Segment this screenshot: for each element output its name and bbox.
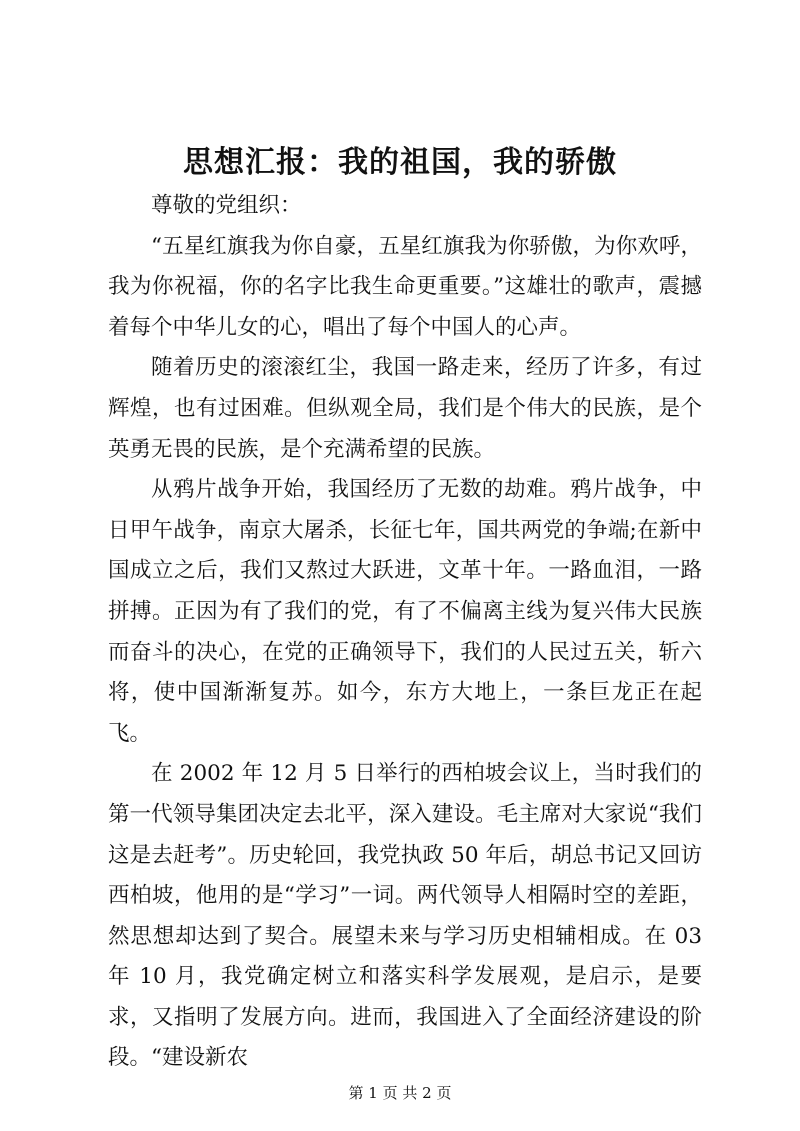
paragraph: 从鸦片战争开始，我国经历了无数的劫难。鸦片战争，中日甲午战争，南京大屠杀，长征七年，国共两党的争端;在新中国成立之后，我们又熬过大跃进，文革十年。一路血泪，一路拼搏。正因为有了我们的党，有了不偏离主线为复兴伟大民族而奋斗的决心，在党的正确领导下，我们的人民过五关，斩六将，使中国渐渐复苏。如今，东方大地上，一条巨龙正在起飞。 — [108, 477, 702, 746]
paragraph: 在 2002 年 12 月 5 日举行的西柏坡会议上，当时我们的第一代领导集团决定去北平，深入建设。毛主席对大家说“我们这是去赶考”。历史轮回，我党执政 50 年后，胡总书记又回访西柏坡，他用的是“学习”一词。两代领导人相隔时空的差距，然思想却达到了契合。展望未来与学习历史相辅相成。在 03 年 10 月，我党确定树立和落实科学发展观，是启示，是要求，又指明了发展方向。进而，我国进入了全面经济建设的阶段。“建设新农 — [108, 761, 702, 1071]
paragraph: “五星红旗我为你自豪，五星红旗我为你骄傲，为你欢呼，我为你祝福，你的名字比我生命更重要。”这雄壮的歌声，震撼着每个中华儿女的心，唱出了每个中国人的心声。 — [108, 233, 702, 340]
page-footer: 第 1 页 共 2 页 — [348, 1084, 452, 1102]
document-body — [108, 186, 702, 1079]
paragraph: 随着历史的滚滚红尘，我国一路走来，经历了许多，有过辉煌，也有过困难。但纵观全局，我们是个伟大的民族，是个英勇无畏的民族，是个充满希望的民族。 — [108, 355, 702, 462]
document-title: 思想汇报：我的祖国，我的骄傲 — [183, 145, 617, 180]
salutation: 尊敬的党组织： — [151, 193, 302, 218]
